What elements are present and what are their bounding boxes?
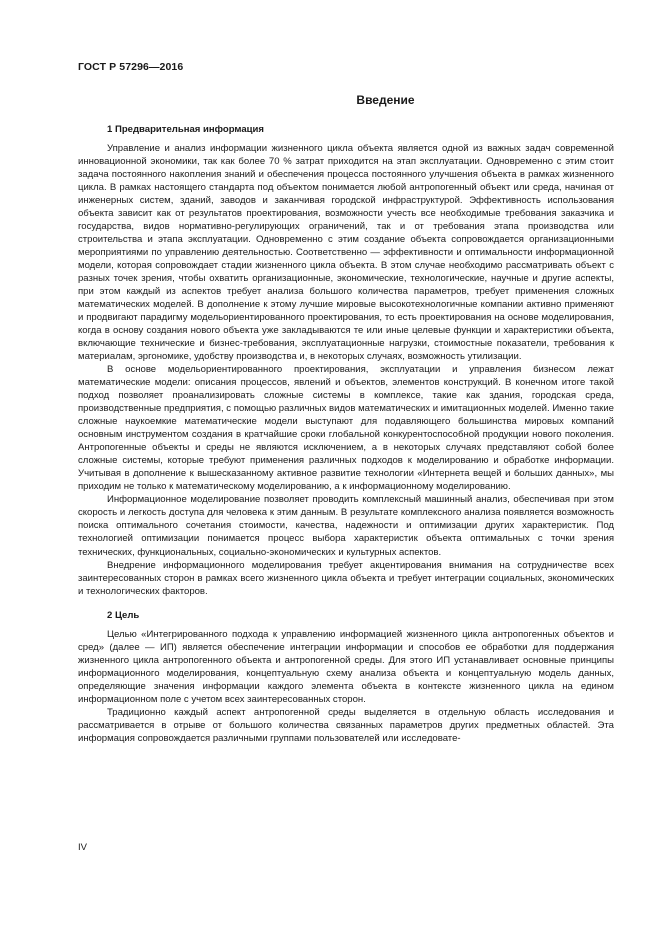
page-number: IV (78, 842, 87, 853)
paragraph: Управление и анализ информации жизненного цикла объекта является одной из важных задач современной инновационной экономики, так как более 70 % затрат приходится на этап эксплуатации. Одновременно с этим стоит задача постоянного накопления знаний и обеспечения процесса постоянного улучшения объекта в рамках жизненного цикла. В рамках настоящего стандарта под объектом понимается любой антропогенный объект или среда, начиная от инженерных систем, зданий, заводов и заканчивая городской инфраструктурой. Эффективность использования объекта зависит как от результатов проектирования, возможности учесть все необходимые требования заказчика и государства, видов нормативно-регулирующих ограничений, так и от требования этапа производства или строительства и этапа эксплуатации. Одновременно с этим создание объекта сопровождается организационными мероприятиями по управлению деятельностью. Соответственно — эффективности и оптимальности информационной модели, которая сопровождает стадии жизненного цикла объекта. В этом случае необходимо рассматривать объект с разных точек зрения, чтобы охватить организационные, экономические, технологические, научные и другие аспекты, при этом каждый из аспектов требует анализа большого количества параметров, требует применения сложных математических моделей. В дополнение к этому лучшие мировые высокотехнологичные компании активно применяют и продвигают парадигму модельориентированного проектирования, то есть проектирования на основе моделирования, когда в основу создания нового объекта уже закладываются те или иные целевые функции и характеристики объекта, включающие технические и бизнес-требования, эксплуатационные нагрузки, стоимостные показатели, требования к материалам, эргономике, удобству производства и, в некоторых случаях, возможность утилизации. (78, 143, 614, 363)
paragraph: Внедрение информационного моделирования требует акцентирования внимания на сотрудничестве всех заинтересованных сторон в рамках всего жизненного цикла объекта и требует интеграции социальных, экономических и технологических факторов. (78, 559, 614, 597)
document-body (78, 123, 614, 745)
page-title: Введение (356, 93, 415, 107)
paragraph: Традиционно каждый аспект антропогенной среды выделяется в отдельную область исследования и рассматривается в отрыве от большого количества связанных параметров других предметных областей. Эта информация сопровождается различными группами пользователей или исследовате- (78, 706, 614, 744)
paragraph: В основе модельориентированного проектирования, эксплуатации и управления бизнесом лежат математические модели: описания процессов, явлений и объектов, элементов конструкций. В конечном итоге такой подход позволяет проанализировать сложные системы в комплексе, такие как здания, городская среда, производственные предприятия, с помощью различных видов математических и имитационных моделей. Именно такие сложные наукоемкие математические модели выступают для подавляющего большинства мировых компаний основным инструментом создания в кратчайшие сроки глобальной конкурентоспособной продукции нового поколения. Антропогенные объекты и среды не являются исключением, а в некоторых случаях представляют собой более сложные системы, которые требуют применения различных подходов к моделированию и обработке информации. Учитывая в дополнение к вышесказанному активное развитие технологии «Интернета вещей и больших данных», мы приходим не только к математическому моделированию, а к информационному моделированию. (78, 364, 614, 493)
paragraph: Информационное моделирование позволяет проводить комплексный машинный анализ, обеспечивая при этом скорость и легкость доступа для человека к этим данным. В результате комплексного анализа появляется возможность поиска оптимального сочетания стоимости, качества, надежности и оптимизации других характеристик. Под технологией оптимизации понимается процесс выбора характеристик объекта оптимальных с точки зрения технических, функциональных, социально-экономических и культурных аспектов. (78, 494, 614, 558)
section-heading: 1 Предварительная информация (107, 124, 264, 135)
paragraph: Целью «Интегрированного подхода к управлению информацией жизненного цикла антропогенных объектов и сред» (далее — ИП) является обеспечение интеграции информации и способов ее обработки для поддержания жизненного цикла антропогенного объекта и антропогенной среды. Для этого ИП устанавливает основные принципы информационного моделирования, концептуальную схему анализа объекта и концептуальную модель данных, определяющие значения информации каждого элемента объекта в контексте жизненного цикла на едином информационном поле с учетом всех заинтересованных сторон. (78, 628, 614, 705)
section-heading: 2 Цель (107, 609, 140, 621)
document-code: ГОСТ Р 57296—2016 (78, 61, 184, 73)
